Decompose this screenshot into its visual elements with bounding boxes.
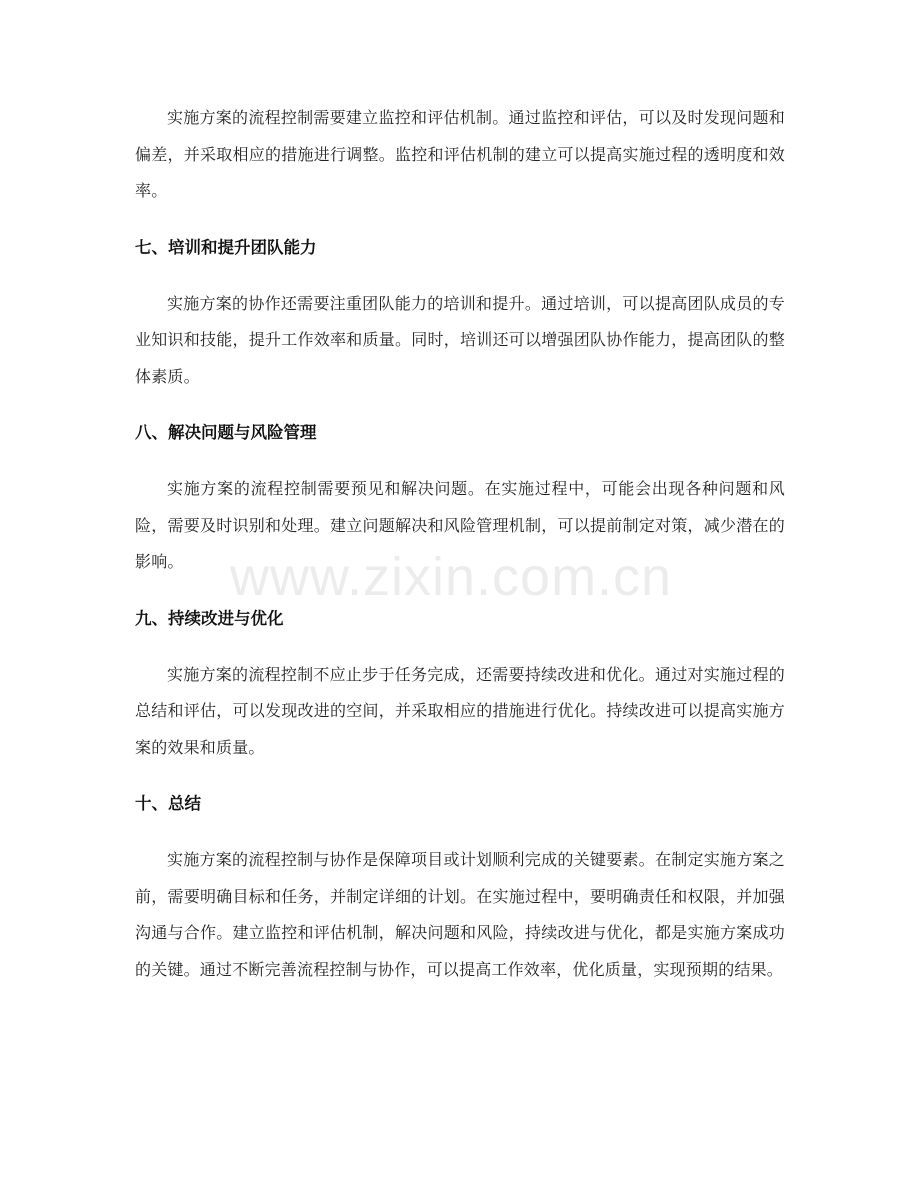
section-heading: 八、解决问题与风险管理 — [135, 423, 317, 442]
section-9 — [135, 601, 785, 767]
section-10 — [135, 786, 785, 988]
document-body — [135, 100, 785, 988]
watermark-text: www.zixin.com.cn — [230, 547, 673, 607]
section-heading: 七、培训和提升团队能力 — [135, 237, 317, 257]
section-8 — [135, 415, 785, 581]
section-paragraph: 实施方案的流程控制需要预见和解决问题。在实施过程中，可能会出现各种问题和风险，需要及时识别和处理。建立问题解决和风险管理机制，可以提前制定对策，减少潜在的影响。 — [135, 479, 785, 571]
section-heading: 十、总结 — [135, 794, 201, 813]
intro-paragraph: 实施方案的流程控制需要建立监控和评估机制。通过监控和评估，可以及时发现问题和偏差，并采取相应的措施进行调整。监控和评估机制的建立可以提高实施过程的透明度和效率。 — [135, 108, 785, 200]
section-paragraph: 实施方案的流程控制不应止步于任务完成，还需要持续改进和优化。通过对实施过程的总结和评估，可以发现改进的空间，并采取相应的措施进行优化。持续改进可以提高实施方案的效果和质量。 — [135, 664, 785, 757]
section-paragraph: 实施方案的协作还需要注重团队能力的培训和提升。通过培训，可以提高团队成员的专业知识和技能，提升工作效率和质量。同时，培训还可以增强团队协作能力，提高团队的整体素质。 — [135, 293, 785, 386]
section-7 — [135, 230, 785, 396]
section-paragraph: 实施方案的流程控制与协作是保障项目或计划顺利完成的关键要素。在制定实施方案之前，需要明确目标和任务，并制定详细的计划。在实施过程中，要明确责任和权限，并加强沟通与合作。建立监控和评估机制，解决问题和风险，持续改进与优化，都是实施方案成功的关键。通过不断完善流程控制与协作，可以提高工作效率，优化质量，实现预期的结果。 — [135, 850, 785, 979]
section-heading: 九、持续改进与优化 — [135, 608, 284, 628]
